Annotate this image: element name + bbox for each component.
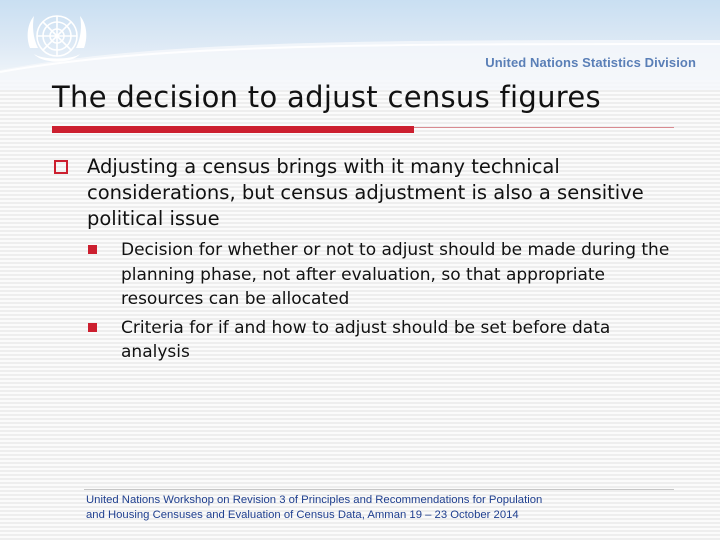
title-underline-thin (414, 127, 674, 128)
sub-bullet-text: Decision for whether or not to adjust should be made during the planning phase, not after evaluation, so that appropriate resources can be allocated (121, 240, 670, 309)
footer-line-1: United Nations Workshop on Revision 3 of Principles and Recommendations for Population (86, 494, 543, 506)
bullet-list (52, 154, 682, 369)
title-underline (52, 126, 674, 133)
hollow-square-bullet-icon (54, 160, 68, 174)
footer-text (86, 493, 646, 523)
sub-bullet-text: Criteria for if and how to adjust should be set before data analysis (121, 317, 611, 362)
bullet-text: Adjusting a census brings with it many technical considerations, but census adjustment is also a sensitive political issue (87, 155, 644, 230)
bullet-item (52, 154, 682, 232)
slide-title: The decision to adjust census figures (52, 80, 601, 114)
sub-bullet-item (86, 238, 682, 312)
footer-line-2: and Housing Censuses and Evaluation of Census Data, Amman 19 – 23 October 2014 (86, 509, 519, 521)
un-emblem-icon (20, 8, 94, 70)
sub-bullet-item (86, 316, 682, 365)
sub-bullet-list (52, 238, 682, 365)
filled-square-bullet-icon (88, 323, 97, 332)
organization-name: United Nations Statistics Division (485, 55, 696, 70)
filled-square-bullet-icon (88, 245, 97, 254)
header-swoosh (0, 0, 720, 90)
title-underline-accent (52, 126, 414, 133)
footer-divider (84, 489, 674, 490)
